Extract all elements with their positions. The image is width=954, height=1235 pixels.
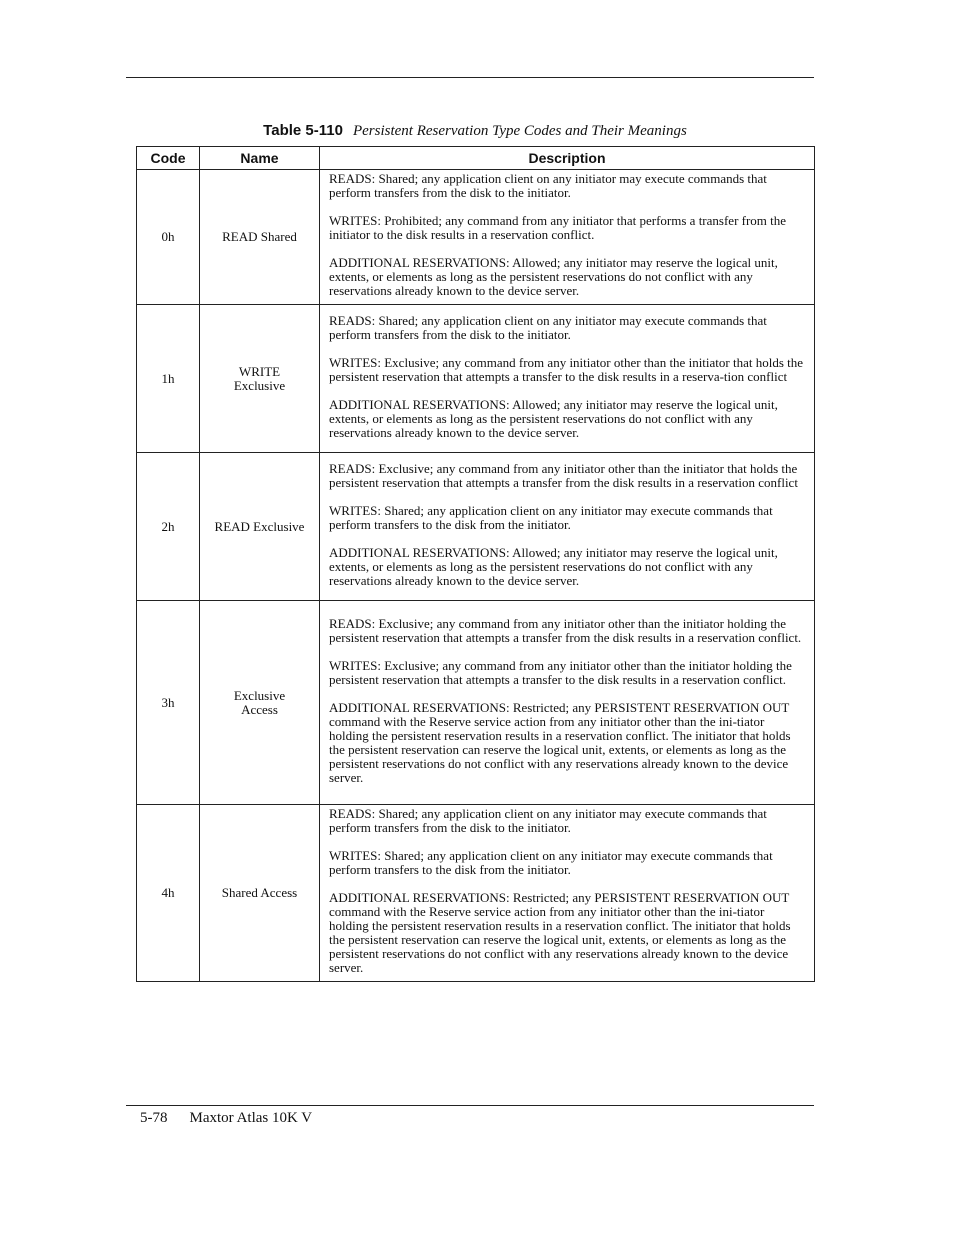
header-description: Description [320, 147, 815, 170]
row-description [320, 305, 815, 453]
writes-text: WRITES: Prohibited; any command from any initiator that performs a transfer from the initiator to the disk results in a reservation conflict. [329, 213, 787, 242]
row-description [320, 453, 815, 601]
table-row [137, 453, 815, 601]
table-row [137, 305, 815, 453]
row-description [320, 601, 815, 805]
footer-rule [126, 1105, 814, 1106]
row-code: 4h [137, 805, 200, 982]
row-description [320, 170, 815, 305]
reads-text: READS: Shared; any application client on any initiator may execute commands that perform transfers from the disk to the initiator. [329, 806, 767, 835]
reads-text: READS: Exclusive; any command from any initiator other than the initiator that holds the persistent reservation that attempts a transfer from the disk results in a reservation conflict [329, 460, 798, 490]
row-name: READ Shared [200, 170, 320, 305]
additional-reservations-text: ADDITIONAL RESERVATIONS: Restricted; any PERSISTENT RESERVATION OUT command with the Reserve service action from any initiator other than the ini-tiator holding the persistent reservation results in a reservation conflict. The initiator that holds the persistent reservation can reserve the logical unit, extents, or elements as long as the persistent reservations do not conflict with any reservations already known to the device server. [329, 699, 791, 785]
reads-text: READS: Shared; any application client on any initiator may execute commands that perform transfers from the disk to the initiator. [329, 171, 767, 200]
row-name: Exclusive Access [200, 601, 320, 805]
table-header-row [137, 147, 815, 170]
additional-reservations-text: ADDITIONAL RESERVATIONS: Allowed; any initiator may reserve the logical unit, extents, or elements as long as the persistent reservations do not conflict with any reservations already known to the device server. [329, 255, 778, 298]
row-name: WRITE Exclusive [200, 305, 320, 453]
reads-text: READS: Shared; any application client on any initiator may execute commands that perform transfers from the disk to the initiator. [329, 312, 767, 342]
row-code: 0h [137, 170, 200, 305]
page-footer [140, 1110, 312, 1127]
writes-text: WRITES: Exclusive; any command from any initiator other than the initiator that holds the persistent reservation that attempts a transfer to the disk results in a reserva-tion conflict [329, 354, 804, 384]
header-rule [126, 77, 814, 78]
writes-text: WRITES: Shared; any application client on any initiator may execute commands that perform transfers to the disk from the initiator. [329, 502, 773, 532]
table-caption [136, 122, 814, 140]
table-title: Persistent Reservation Type Codes and Their Meanings [352, 123, 687, 139]
row-code: 2h [137, 453, 200, 601]
row-code: 1h [137, 305, 200, 453]
row-description [320, 805, 815, 982]
table-label: Table 5-110 [263, 122, 343, 139]
header-name: Name [200, 147, 320, 170]
table-row [137, 805, 815, 982]
row-name: READ Exclusive [200, 453, 320, 601]
table-row [137, 601, 815, 805]
writes-text: WRITES: Shared; any application client on any initiator may execute commands that perform transfers to the disk from the initiator. [329, 848, 773, 877]
row-name: Shared Access [200, 805, 320, 982]
header-code: Code [137, 147, 200, 170]
manual-title: Maxtor Atlas 10K V [189, 1110, 313, 1126]
writes-text: WRITES: Exclusive; any command from any initiator other than the initiator holding the persistent reservation that attempts a transfer to the disk results in a reservation conflict. [329, 657, 792, 687]
additional-reservations-text: ADDITIONAL RESERVATIONS: Restricted; any PERSISTENT RESERVATION OUT command with the Reserve service action from any initiator other than the ini-tiator holding the persistent reservation results in a reservation conflict. The initiator that holds the persistent reservation can reserve the logical unit, extents, or elements as long as the persistent reservations do not conflict with any reservations already known to the device server. [329, 890, 791, 975]
additional-reservations-text: ADDITIONAL RESERVATIONS: Allowed; any initiator may reserve the logical unit, extents, or elements as long as the persistent reservations do not conflict with any reservations already known to the device server. [329, 544, 778, 588]
reads-text: READS: Exclusive; any command from any initiator other than the initiator holding the persistent reservation that attempts a transfer from the disk results in a reservation conflict. [329, 615, 802, 645]
reservation-type-table [136, 146, 815, 982]
additional-reservations-text: ADDITIONAL RESERVATIONS: Allowed; any initiator may reserve the logical unit, extents, or elements as long as the persistent reservations do not conflict with any reservations already known to the device server. [329, 396, 778, 440]
table-row [137, 170, 815, 305]
row-code: 3h [137, 601, 200, 805]
page-number: 5-78 [140, 1110, 168, 1126]
